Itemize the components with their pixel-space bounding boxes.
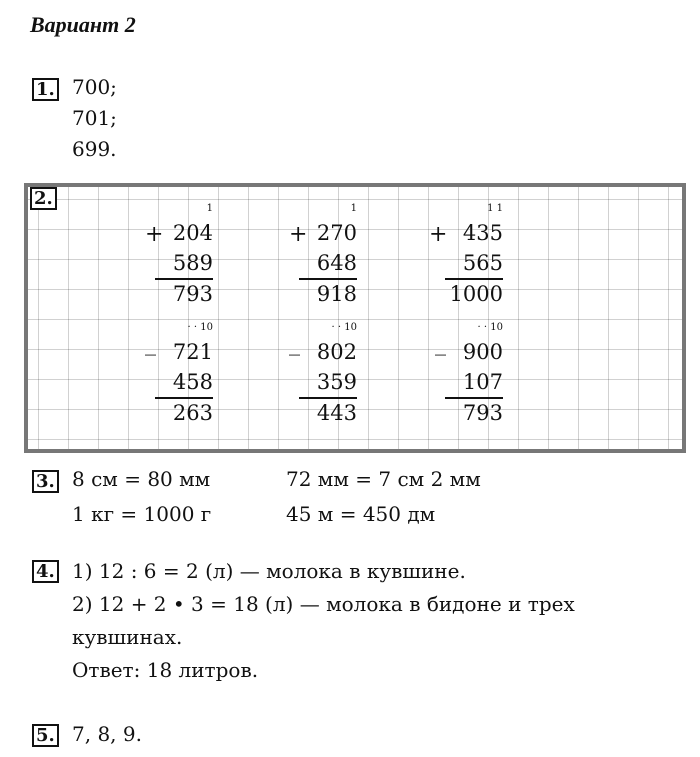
result: 443 xyxy=(316,401,357,425)
carry-marks: · · 10 xyxy=(477,322,503,333)
result: 793 xyxy=(462,401,503,425)
solution-line: 2) 12 + 2 • 3 = 18 (л) — молока в бидоне и трех xyxy=(72,592,575,616)
operand-1: 900 xyxy=(462,340,503,364)
carry-marks: · · 10 xyxy=(331,322,357,333)
task5-answer: 7, 8, 9. xyxy=(72,722,142,746)
operation-sign: + xyxy=(429,222,448,247)
result: 918 xyxy=(316,282,357,306)
result: 793 xyxy=(172,282,213,306)
solution-line: 1) 12 : 6 = 2 (л) — молока в кувшине. xyxy=(72,559,466,583)
task-number-5: 5. xyxy=(32,724,59,747)
operation-sign: + xyxy=(289,222,308,247)
operand-2: 359 xyxy=(316,370,357,394)
operation-sign: _ xyxy=(435,331,446,356)
operand-1: 204 xyxy=(172,221,213,245)
conversion: 8 см = 80 мм xyxy=(72,467,211,491)
operand-2: 648 xyxy=(316,251,357,275)
conversion: 1 кг = 1000 г xyxy=(72,502,212,526)
carry-marks: 1 xyxy=(350,203,357,214)
operand-2: 107 xyxy=(462,370,503,394)
task1-line: 701; xyxy=(72,106,117,130)
carry-marks: 1 1 xyxy=(487,203,503,214)
operation-sign: _ xyxy=(145,331,156,356)
conversion: 45 м = 450 дм xyxy=(286,502,436,526)
carry-marks: · · 10 xyxy=(187,322,213,333)
result: 263 xyxy=(172,401,213,425)
operand-2: 565 xyxy=(462,251,503,275)
operation-sign: + xyxy=(145,222,164,247)
operand-2: 589 xyxy=(172,251,213,275)
task1-line: 700; xyxy=(72,75,117,99)
result: 1000 xyxy=(449,282,503,306)
task-number-3: 3. xyxy=(32,470,59,493)
operand-1: 270 xyxy=(316,221,357,245)
operand-1: 802 xyxy=(316,340,357,364)
operation-sign: _ xyxy=(289,331,300,356)
solution-line: кувшинах. xyxy=(72,625,183,649)
answer-line: Ответ: 18 литров. xyxy=(72,658,259,682)
task-number-4: 4. xyxy=(32,560,59,583)
task-number-2: 2. xyxy=(30,187,57,210)
task1-line: 699. xyxy=(72,137,117,161)
operand-2: 458 xyxy=(172,370,213,394)
operand-1: 721 xyxy=(172,340,213,364)
page-title: Вариант 2 xyxy=(30,12,136,37)
task-number-1: 1. xyxy=(32,78,59,101)
conversion: 72 мм = 7 см 2 мм xyxy=(286,467,481,491)
operand-1: 435 xyxy=(462,221,503,245)
carry-marks: 1 xyxy=(206,203,213,214)
